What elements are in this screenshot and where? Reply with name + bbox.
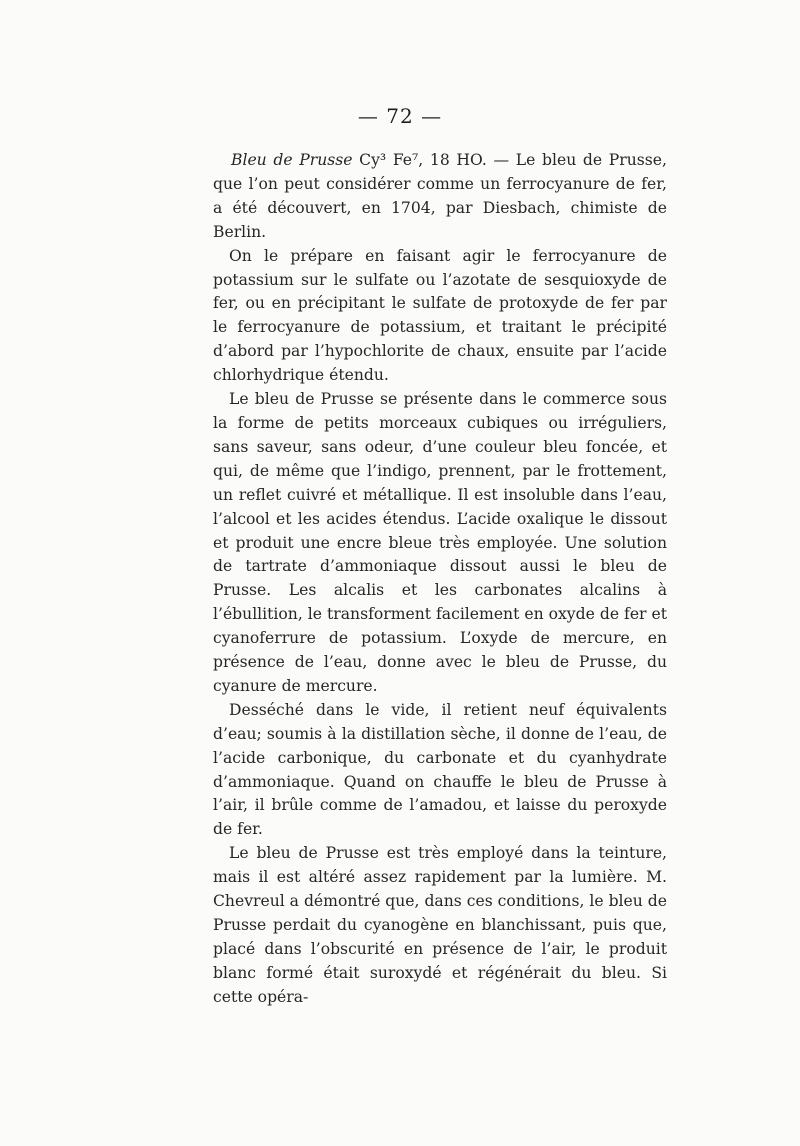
paragraph: Desséché dans le vide, il retient neuf équivalents d’eau; soumis à la distillation sèche, il donne de l’eau, de l’acide carbonique, du carbonate et du cyanhydrate d’ammoniaque. Quand on chauffe le bleu de Prusse à l’air, il brûle comme de l’amadou, et laisse du peroxyde de fer. <box>213 700 667 839</box>
paragraph: Le bleu de Prusse est très employé dans la teinture, mais il est altéré assez rapidement par la lumière. M. Chevreul a démontré que, dans ces conditions, le bleu de Prusse perdait du cyanogène en blanchissant, puis que, placé dans l’obscurité en présence de l’air, le produit blanc formé était suroxydé et régénérait du bleu. Si cette opéra- <box>213 844 667 1006</box>
paragraph: Le bleu de Prusse se présente dans le commerce sous la forme de petits morceaux cubiques ou irréguliers, sans saveur, sans odeur, d’une couleur bleu foncée, et qui, de même que l’indigo, prennent, par le frottement, un reflet cuivré et métallique. Il est insoluble dans l’eau, l’alcool et les acides étendus. L’acide oxalique le dissout et produit une encre bleue très employée. Une solution de tartrate d’ammoniaque dissout aussi le bleu de Prusse. Les alcalis et les carbonates alcalins à l’ébullition, le transforment facilement en oxyde de fer et cyanoferrure de potassium. L’oxyde de mercure, en présence de l’eau, donne avec le bleu de Prusse, du cyanure de mercure. <box>213 390 667 695</box>
section-title: Bleu de Prusse <box>231 151 353 169</box>
paragraph: On le prépare en faisant agir le ferrocyanure de potassium sur le sulfate ou l’azotate de sesquioxyde de fer, ou en précipitant le sulfate de protoxyde de fer par le ferrocyanure de potassium, et traitant le précipité d’abord par l’hypochlorite de chaux, ensuite par l’acide chlorhydrique étendu. <box>213 246 667 385</box>
intro-text: — Le bleu de Prusse, que l’on peut considérer comme un ferrocyanure de fer, a été découvert, en 1704, par Diesbach, chimiste de Berlin. <box>213 151 667 241</box>
body-text <box>213 149 667 1010</box>
chemical-formula: Cy³ Fe⁷, 18 HO. <box>359 151 487 169</box>
page-number: — 72 — <box>357 104 443 128</box>
paragraph-intro <box>213 149 667 245</box>
